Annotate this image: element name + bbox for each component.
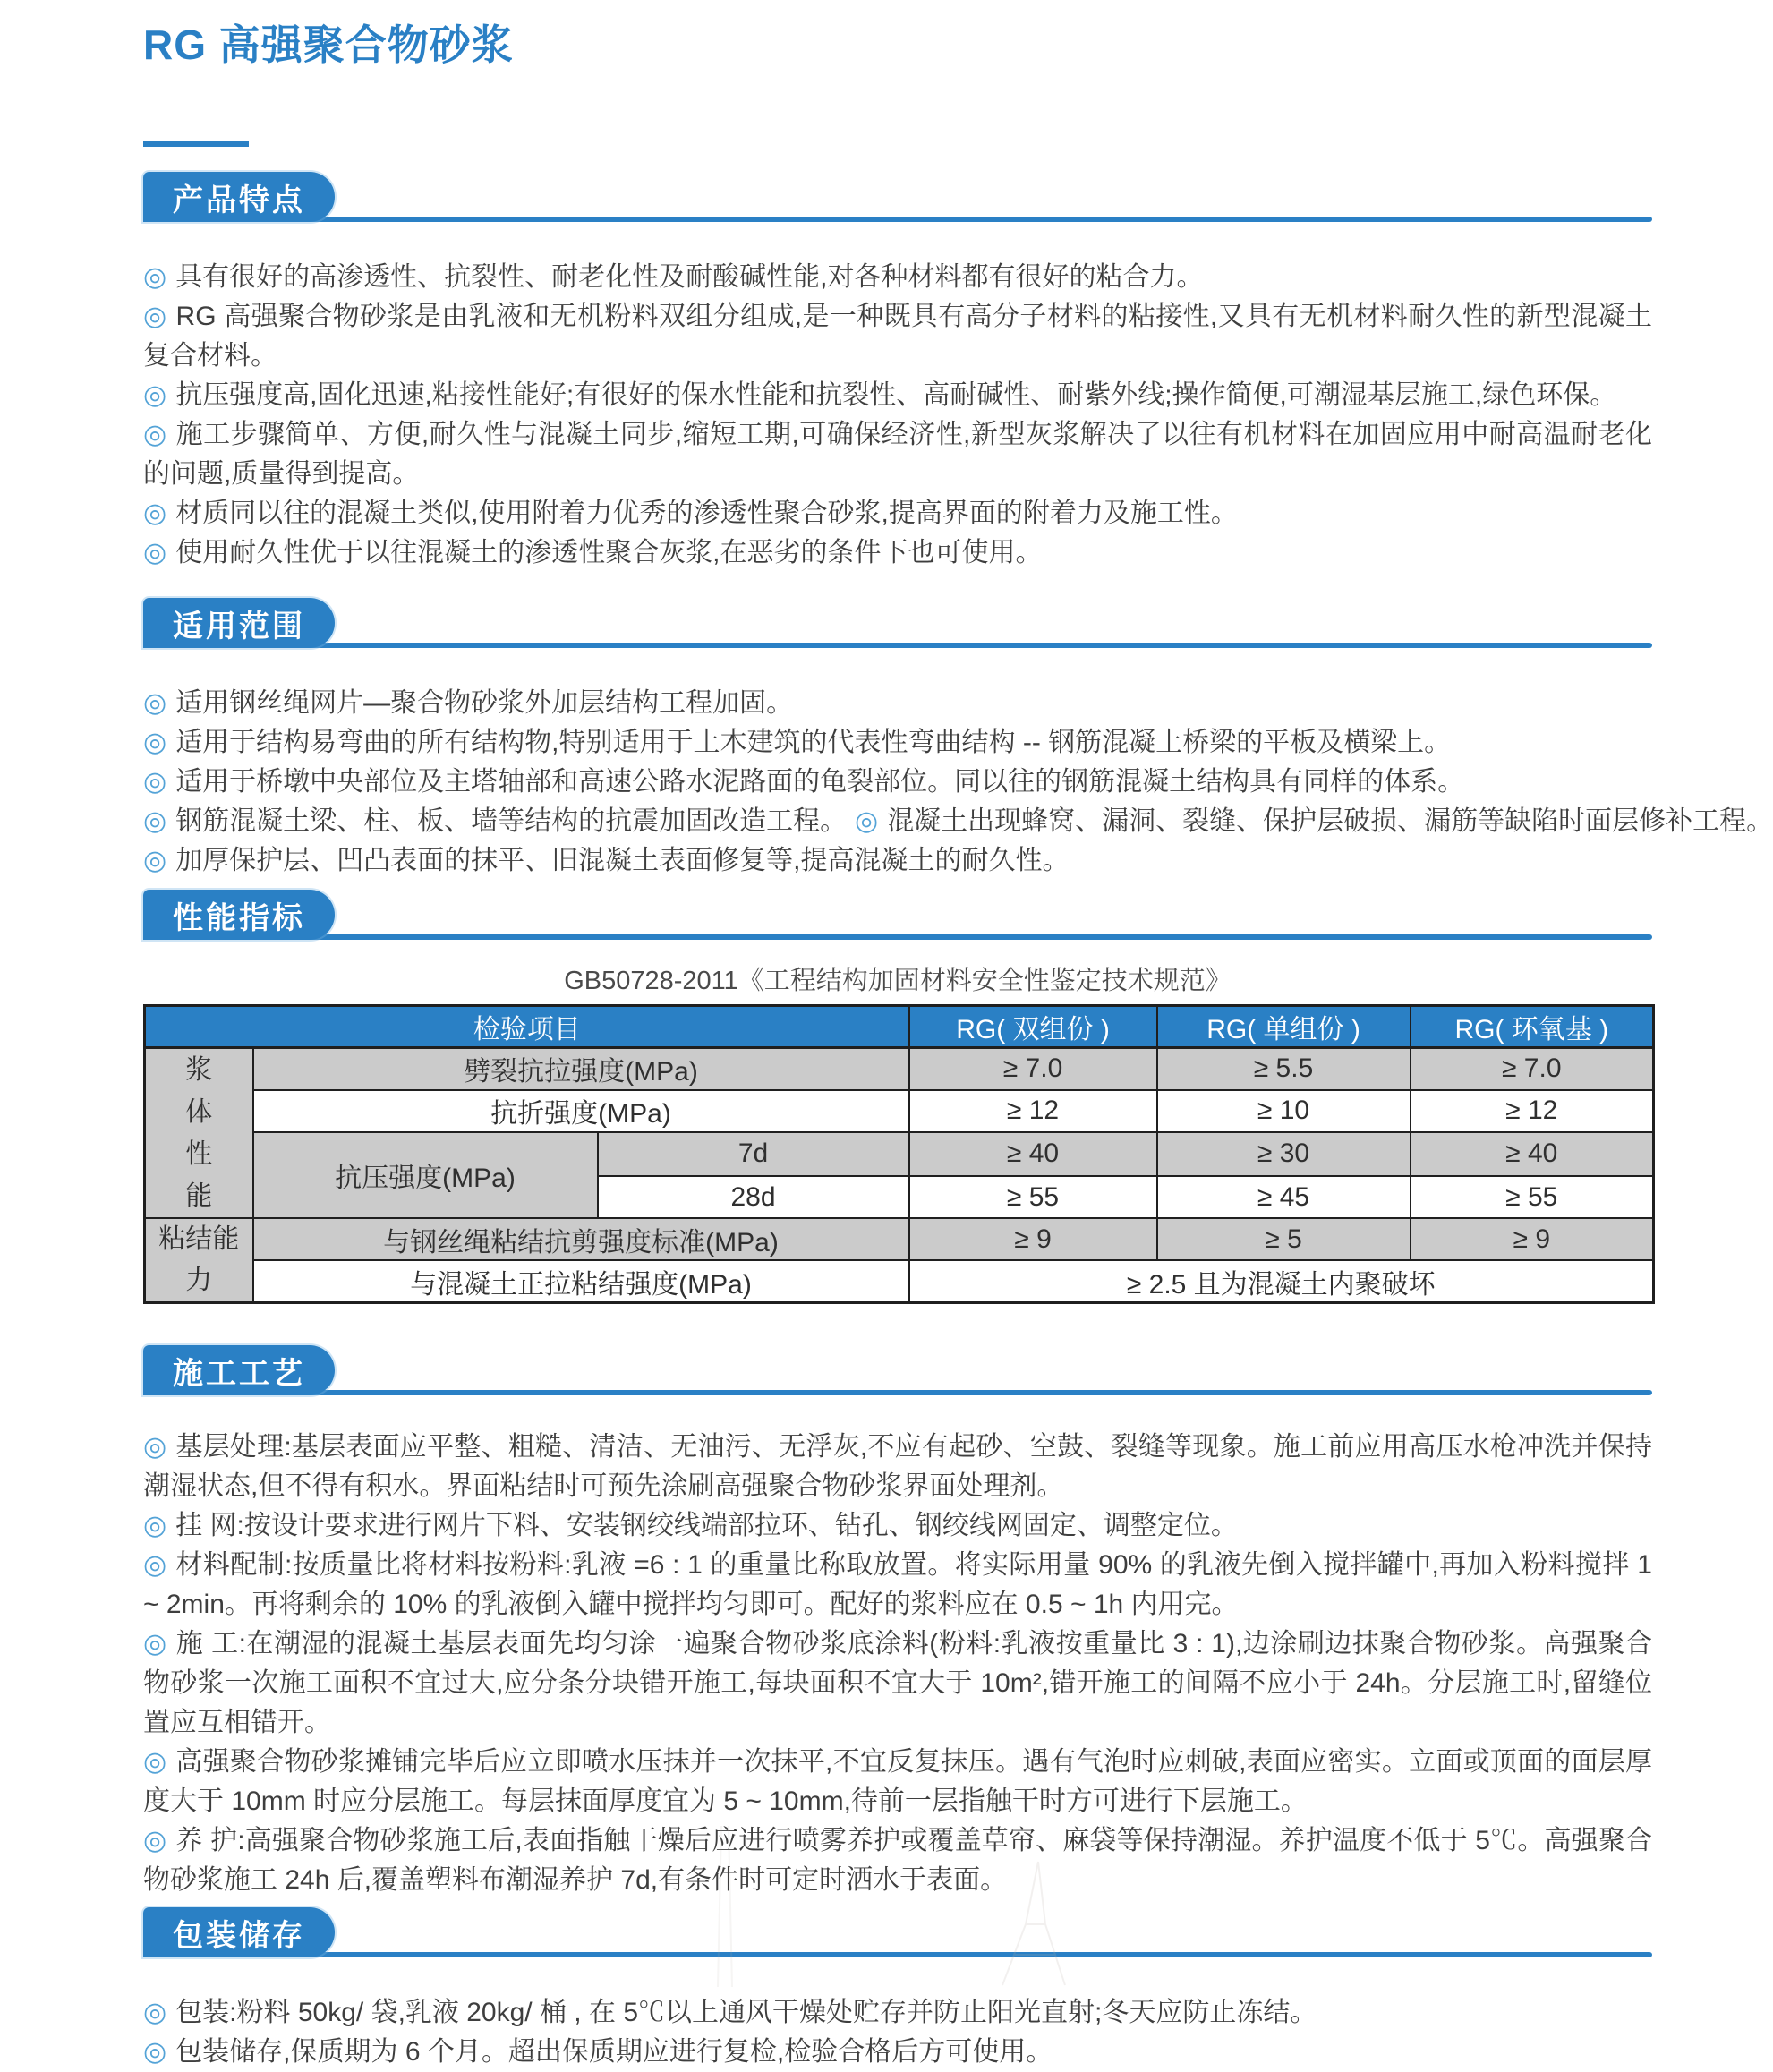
bullet-icon: ◎ [143, 728, 167, 757]
item-cell: 劈裂抗拉强度(MPa) [253, 1048, 909, 1090]
page-title: RG 高强聚合物砂浆 [143, 21, 514, 68]
group-cell-bonding: 粘结能力 [145, 1218, 253, 1303]
item-cell-compressive: 抗压强度(MPa) [253, 1132, 598, 1219]
bullet-text: 基层处理:基层表面应平整、粗糙、清洁、无油污、无浮灰,不应有起砂、空鼓、裂缝等现象。施工前应用高压水枪冲洗并保持潮湿状态,但不得有积水。界面粘结时可预先涂刷高强聚合物砂浆界面处理剂。 [143, 1432, 1652, 1501]
value-cell: ≥ 45 [1157, 1176, 1411, 1218]
bullet-icon: ◎ [143, 1432, 167, 1462]
bullet-icon: ◎ [143, 302, 167, 331]
value-cell: ≥ 9 [1411, 1218, 1654, 1260]
section-header-scope [143, 598, 1652, 648]
bullet-text: 材料配制:按质量比将材料按粉料:乳液 =6 : 1 的重量比称取放置。将实际用量 90% 的乳液先倒入搅拌罐中,再加入粉料搅拌 1 ~ 2min。再将剩余的 10% 的乳液倒入罐中搅拌均匀即可。配好的浆料应在 0.5 ~ 1h 内用完。 [143, 1550, 1652, 1619]
header-cell-rg2: RG( 双组份 ) [909, 1006, 1157, 1048]
table-row [145, 1090, 1654, 1132]
section-header-process [143, 1345, 1652, 1395]
bullet-icon: ◎ [143, 806, 167, 836]
bullet-text: 加厚保护层、凹凸表面的抹平、旧混凝土表面修复等,提高混凝土的耐久性。 [175, 846, 1070, 875]
bullet-item [143, 1993, 1652, 2033]
table-row [145, 1260, 1654, 1302]
section-tab-process: 施工工艺 [143, 1345, 335, 1395]
item-cell: 与混凝土正拉粘结强度(MPa) [253, 1260, 909, 1302]
value-cell: ≥ 7.0 [909, 1048, 1157, 1090]
value-cell: ≥ 55 [909, 1176, 1157, 1218]
bullet-text: 高强聚合物砂浆摊铺完毕后应立即喷水压抹并一次抹平,不宜反复抹压。遇有气泡时应刺破,表面应密实。立面或顶面的面层厚度大于 10mm 时应分层施工。每层抹面厚度宜为 5 ~ 10mm,待前一层指触干时方可进行下层施工。 [143, 1747, 1652, 1816]
value-cell: ≥ 5.5 [1157, 1048, 1411, 1090]
bullet-icon: ◎ [143, 380, 167, 410]
bullet-text: 适用于结构易弯曲的所有结构物,特别适用于土木建筑的代表性弯曲结构 -- 钢筋混凝土桥梁的平板及横梁上。 [175, 728, 1452, 757]
bullet-item [143, 1743, 1652, 1821]
item-cell: 抗折强度(MPa) [253, 1090, 909, 1132]
bullet-text: 挂 网:按设计要求进行网片下料、安装钢绞线端部拉环、钻孔、钢绞线网固定、调整定位。 [175, 1511, 1238, 1540]
bullet-item [143, 1624, 1652, 1743]
bullet-item [143, 841, 1652, 881]
section-rule [143, 1390, 1652, 1395]
bullet-item [143, 723, 1652, 763]
bullet-icon: ◎ [143, 1998, 167, 2027]
bullet-text: 材质同以往的混凝土类似,使用附着力优秀的渗透性聚合砂浆,提高界面的附着力及施工性。 [175, 499, 1238, 528]
section-header-storage [143, 1907, 1652, 1957]
bullet-icon: ◎ [143, 262, 167, 292]
bullet-item [143, 1821, 1652, 1900]
bullet-text: 具有很好的高渗透性、抗裂性、耐老化性及耐酸碱性能,对各种材料都有很好的粘合力。 [175, 262, 1204, 292]
value-cell: ≥ 9 [909, 1218, 1157, 1260]
value-cell: ≥ 12 [909, 1090, 1157, 1132]
performance-table [143, 1004, 1655, 1304]
section-tab-features: 产品特点 [143, 172, 335, 222]
bullet-text: 施工步骤简单、方便,耐久性与混凝土同步,缩短工期,可确保经济性,新型灰浆解决了以往有机材料在加固应用中耐高温耐老化的问题,质量得到提高。 [143, 420, 1652, 489]
section-rule [143, 643, 1652, 648]
value-cell: ≥ 5 [1157, 1218, 1411, 1260]
bullet-item [143, 376, 1652, 415]
bullet-item [855, 802, 1773, 841]
bullet-text: 混凝土出现蜂窝、漏洞、裂缝、保护层破损、漏筋等缺陷时面层修补工程。 [887, 806, 1773, 836]
bullet-item [143, 494, 1652, 533]
header-cell-rg1: RG( 单组份 ) [1157, 1006, 1411, 1048]
bullet-item [143, 763, 1652, 802]
section-tab-performance: 性能指标 [143, 890, 335, 940]
value-cell: ≥ 10 [1157, 1090, 1411, 1132]
storage-bullet-list [143, 1993, 1652, 2072]
value-cell: ≥ 30 [1157, 1132, 1411, 1177]
bullet-icon: ◎ [143, 420, 167, 449]
bullet-item [143, 1428, 1652, 1506]
value-cell: ≥ 7.0 [1411, 1048, 1654, 1090]
header-cell-rge: RG( 环氧基 ) [1411, 1006, 1654, 1048]
process-bullet-list [143, 1428, 1652, 1900]
bullet-text: 适用钢丝绳网片—聚合物砂浆外加层结构工程加固。 [175, 688, 794, 718]
bullet-item [143, 1546, 1652, 1624]
section-rule [143, 1952, 1652, 1957]
bullet-text: RG 高强聚合物砂浆是由乳液和无机粉料双组分组成,是一种既具有高分子材料的粘接性,又具有无机材料耐久性的新型混凝土复合材料。 [143, 302, 1652, 371]
bullet-icon: ◎ [143, 1629, 167, 1658]
section-tab-storage: 包装储存 [143, 1907, 335, 1957]
bullet-text: 钢筋混凝土梁、柱、板、墙等结构的抗震加固改造工程。 [175, 806, 848, 836]
bullet-text: 适用于桥墩中央部位及主塔轴部和高速公路水泥路面的龟裂部位。同以往的钢筋混凝土结构具有同样的体系。 [175, 767, 1465, 797]
value-cell: ≥ 40 [909, 1132, 1157, 1177]
bullet-text: 包装:粉料 50kg/ 袋,乳液 20kg/ 桶 , 在 5℃以上通风干燥处贮存并防止阳光直射;冬天应防止冻结。 [175, 1998, 1317, 2027]
subitem-cell-28d: 28d [598, 1176, 909, 1218]
section-rule [143, 217, 1652, 222]
value-cell: ≥ 55 [1411, 1176, 1654, 1218]
section-rule [143, 934, 1652, 940]
table-row [145, 1048, 1654, 1090]
bullet-text: 使用耐久性优于以往混凝土的渗透性聚合灰浆,在恶劣的条件下也可使用。 [175, 538, 1043, 567]
bullet-item [143, 2033, 1652, 2072]
bullet-item [143, 533, 1652, 573]
bullet-text: 施 工:在潮湿的混凝土基层表面先均匀涂一遍聚合物砂浆底涂料(粉料:乳液按重量比 3 : 1),边涂刷边抹聚合物砂浆。高强聚合物砂浆一次施工面积不宜过大,应分条分块错开施工,每块面积不宜大于 10m²,错开施工的间隔不应小于 24h。分层施工时,留缝位置应互相错开。 [143, 1629, 1652, 1737]
value-cell: ≥ 40 [1411, 1132, 1654, 1177]
bullet-icon: ◎ [143, 1511, 167, 1540]
header-cell-item: 检验项目 [145, 1006, 909, 1048]
table-row [145, 1218, 1654, 1260]
bullet-icon: ◎ [855, 806, 879, 836]
scope-bullet-list [143, 684, 1773, 881]
section-tab-scope: 适用范围 [143, 598, 335, 648]
bullet-text: 包装储存,保质期为 6 个月。超出保质期应进行复检,检验合格后方可使用。 [175, 2037, 1053, 2067]
subitem-cell-7d: 7d [598, 1132, 909, 1177]
table-caption: GB50728-2011《工程结构加固材料安全性鉴定技术规范》 [564, 967, 1232, 995]
bullet-item [143, 802, 855, 841]
bullet-item [143, 258, 1652, 297]
bullet-icon: ◎ [143, 1826, 167, 1855]
bullet-icon: ◎ [143, 538, 167, 567]
bullet-icon: ◎ [143, 499, 167, 528]
bullet-icon: ◎ [143, 1550, 167, 1580]
group-cell-paste-performance: 浆体性能 [145, 1048, 253, 1219]
section-header-features [143, 172, 1652, 222]
item-cell: 与钢丝绳粘结抗剪强度标准(MPa) [253, 1218, 909, 1260]
section-header-performance [143, 890, 1652, 940]
bullet-item-pair [143, 802, 1773, 841]
bullet-text: 抗压强度高,固化迅速,粘接性能好;有很好的保水性能和抗裂性、高耐碱性、耐紫外线;操作简便,可潮湿基层施工,绿色环保。 [175, 380, 1617, 410]
bullet-item [143, 297, 1652, 376]
table-row [145, 1132, 1654, 1177]
bullet-item [143, 684, 1652, 723]
features-bullet-list [143, 258, 1652, 573]
bullet-icon: ◎ [143, 2037, 167, 2067]
bullet-item [143, 415, 1652, 494]
bullet-icon: ◎ [143, 688, 167, 718]
merged-value-cell: ≥ 2.5 且为混凝土内聚破坏 [909, 1260, 1654, 1302]
bullet-icon: ◎ [143, 1747, 167, 1777]
table-header-row [145, 1006, 1654, 1048]
bullet-icon: ◎ [143, 846, 167, 875]
value-cell: ≥ 12 [1411, 1090, 1654, 1132]
bullet-icon: ◎ [143, 767, 167, 797]
bullet-item [143, 1506, 1652, 1546]
title-underline-bar [143, 141, 249, 147]
bullet-text: 养 护:高强聚合物砂浆施工后,表面指触干燥后应进行喷雾养护或覆盖草帘、麻袋等保持潮湿。养护温度不低于 5℃。高强聚合物砂浆施工 24h 后,覆盖塑料布潮湿养护 7d,有条件时可定时洒水于表面。 [143, 1826, 1652, 1895]
